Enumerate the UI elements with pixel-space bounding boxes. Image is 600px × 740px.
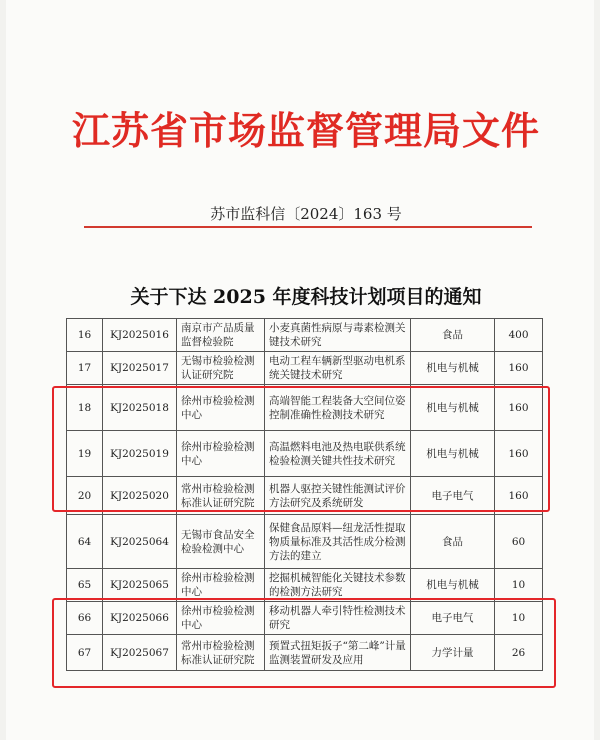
project-name: 小麦真菌性病原与毒素检测关键技术研究 (265, 319, 411, 352)
organization-name: 徐州市检验检测中心 (177, 385, 265, 431)
project-name: 机器人驱控关键性能测试评价方法研究及系统研发 (265, 477, 411, 515)
funding-amount: 160 (495, 477, 543, 515)
row-index: 64 (67, 515, 103, 569)
funding-amount: 60 (495, 515, 543, 569)
row-index: 16 (67, 319, 103, 352)
project-category: 机电与机械 (411, 352, 495, 385)
row-index: 20 (67, 477, 103, 515)
project-code: KJ2025065 (103, 569, 177, 602)
table-row (67, 431, 543, 477)
project-code: KJ2025066 (103, 602, 177, 635)
project-category: 电子电气 (411, 602, 495, 635)
table-row (67, 477, 543, 515)
row-index: 17 (67, 352, 103, 385)
header-divider (84, 226, 532, 228)
row-index: 67 (67, 635, 103, 671)
row-index: 18 (67, 385, 103, 431)
project-code: KJ2025019 (103, 431, 177, 477)
project-table (66, 318, 543, 671)
organization-name: 常州市检验检测标准认证研究院 (177, 477, 265, 515)
project-name: 电动工程车辆新型驱动电机系统关键技术研究 (265, 352, 411, 385)
row-index: 65 (67, 569, 103, 602)
project-name: 保健食品原料—纽龙活性提取物质量标准及其活性成分检测方法的建立 (265, 515, 411, 569)
document-header-title: 江苏省市场监督管理局文件 (71, 108, 540, 153)
project-code: KJ2025067 (103, 635, 177, 671)
row-index: 19 (67, 431, 103, 477)
project-code: KJ2025020 (103, 477, 177, 515)
funding-amount: 160 (495, 352, 543, 385)
table-row (67, 515, 543, 569)
table-row (67, 635, 543, 671)
funding-amount: 10 (495, 602, 543, 635)
organization-name: 南京市产品质量监督检验院 (177, 319, 265, 352)
funding-amount: 26 (495, 635, 543, 671)
document-number: 苏市监科信〔2024〕163 号 (210, 205, 402, 223)
organization-name: 徐州市检验检测中心 (177, 602, 265, 635)
project-category: 机电与机械 (411, 431, 495, 477)
project-category: 食品 (411, 319, 495, 352)
project-name: 高端智能工程装备大空间位姿控制准确性检测技术研究 (265, 385, 411, 431)
project-code: KJ2025016 (103, 319, 177, 352)
funding-amount: 400 (495, 319, 543, 352)
organization-name: 徐州市检验检测中心 (177, 569, 265, 602)
funding-amount: 10 (495, 569, 543, 602)
organization-name: 徐州市检验检测中心 (177, 431, 265, 477)
project-category: 机电与机械 (411, 385, 495, 431)
notice-title: 关于下达 2025 年度科技计划项目的通知 (130, 286, 482, 308)
table-row (67, 602, 543, 635)
project-name: 高温燃料电池及热电联供系统检验检测关键共性技术研究 (265, 431, 411, 477)
table-row (67, 385, 543, 431)
row-index: 66 (67, 602, 103, 635)
organization-name: 无锡市食品安全检验检测中心 (177, 515, 265, 569)
project-category: 电子电气 (411, 477, 495, 515)
table-row (67, 569, 543, 602)
funding-amount: 160 (495, 385, 543, 431)
table-row (67, 352, 543, 385)
project-category: 机电与机械 (411, 569, 495, 602)
project-code: KJ2025064 (103, 515, 177, 569)
project-code: KJ2025017 (103, 352, 177, 385)
project-category: 食品 (411, 515, 495, 569)
project-name: 挖掘机械智能化关键技术参数的检测方法研究 (265, 569, 411, 602)
organization-name: 无锡市检验检测认证研究院 (177, 352, 265, 385)
document-page (6, 0, 594, 740)
project-code: KJ2025018 (103, 385, 177, 431)
table-row (67, 319, 543, 352)
funding-amount: 160 (495, 431, 543, 477)
project-category: 力学计量 (411, 635, 495, 671)
project-name: 预置式扭矩扳子“第二峰”计量监测装置研发及应用 (265, 635, 411, 671)
project-name: 移动机器人牵引特性检测技术研究 (265, 602, 411, 635)
organization-name: 常州市检验检测标准认证研究院 (177, 635, 265, 671)
